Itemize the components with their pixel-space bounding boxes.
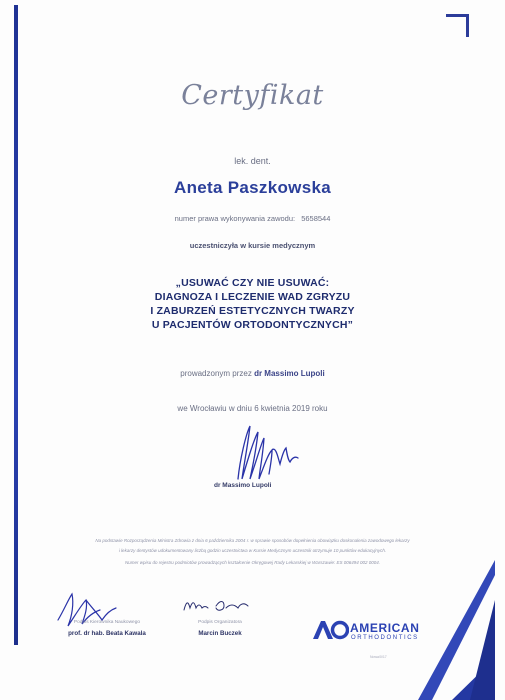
course-title-line: U PACJENTÓW ORTODONTYCZNYCH” bbox=[151, 319, 354, 331]
license-label: numer prawa wykonywania zawodu: bbox=[174, 214, 296, 223]
led-by-prefix: prowadzonym przez bbox=[180, 369, 252, 378]
degree-label: lek. dent. bbox=[234, 156, 271, 166]
course-title-line: „USUWAĆ CZY NIE USUWAĆ: bbox=[175, 277, 330, 289]
license-number: 5658544 bbox=[301, 214, 331, 223]
main-signatory-name: dr Massimo Lupoli bbox=[214, 482, 272, 489]
organizer-signature bbox=[180, 596, 260, 618]
course-title-line: DIAGNOZA I LECZENIE WAD ZGRYZU bbox=[154, 291, 351, 303]
recipient-name: Aneta Paszkowska bbox=[174, 178, 331, 197]
led-by-name: dr Massimo Lupoli bbox=[254, 369, 325, 378]
signatory-name: Marcin Buczek bbox=[198, 630, 242, 637]
footnote-line: i lekarzy dentystów udokumentowany liczbą godzin uczestnictwa w Kursie Medycznym uczestnik otrzymuje 10 punktów edukacyjnych. bbox=[118, 548, 387, 553]
led-by-line bbox=[0, 369, 505, 378]
place-date: we Wrocławiu w dniu 6 kwietnia 2019 roku bbox=[177, 404, 328, 413]
license-line bbox=[0, 214, 505, 223]
scientific-director-signature bbox=[54, 590, 124, 635]
course-title bbox=[0, 276, 505, 332]
certificate-title: Certyfikat bbox=[181, 80, 324, 111]
logo-text-american: AMERICAN bbox=[350, 621, 420, 635]
signature-label: Podpis Kierownika Naukowego bbox=[73, 620, 141, 625]
participation-text: uczestniczyła w kursie medycznym bbox=[189, 241, 316, 250]
american-orthodontics-logo-icon bbox=[313, 620, 349, 640]
signature-label: Podpis Organizatora bbox=[198, 620, 242, 625]
form-code: Nowa/0/17 bbox=[370, 655, 387, 659]
main-signature bbox=[228, 424, 308, 484]
footnote-line: Numer wpisu do rejestru podmiotów prowadzących kształcenie Okręgowej Rady Lekarskiej w Warszawie: ES 006494 002 0004. bbox=[124, 560, 381, 565]
course-title-line: I ZABURZEŃ ESTETYCZNYCH TWARZY bbox=[150, 305, 355, 317]
logo-text-orthodontics: ORTHODONTICS bbox=[351, 635, 419, 641]
footnote-line: Na podstawie Rozporządzenia Ministra Zdrowia z dnia 6 października 2004 r. w sprawie sposobów dopełnienia obowiązku doskonalenia zawodowego lekarzy bbox=[95, 538, 410, 543]
signatory-name: prof. dr hab. Beata Kawala bbox=[68, 630, 146, 637]
